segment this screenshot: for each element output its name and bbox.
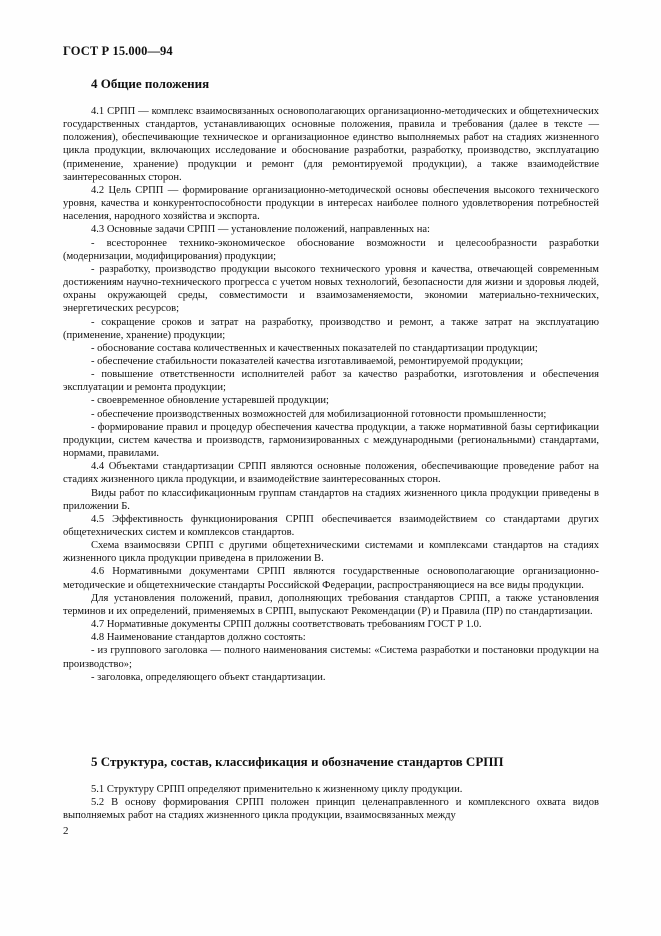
paragraph: 4.5 Эффективность функционирования СРПП обеспечивается взаимодействием со стандартами других общетехнических систем и комплексов стандартов.: [63, 513, 599, 538]
paragraph: Схема взаимосвязи СРПП с другими общетехническими системами и комплексами стандартов на стадиях жизненного цикла продукции приведена в приложении В.: [63, 540, 599, 565]
section-4-body: [63, 105, 599, 684]
paragraph: - разработку, производство продукции высокого технического уровня и качества, отвечающей современным достижениям научно-технического прогресса с учетом новых технологий, безопасности для жизни и здоровья людей, охраны окружающей среды, совместимости и взаимозаменяемости, экономии материально-технических, энергетических ресурсов;: [63, 263, 599, 315]
paragraph: - заголовка, определяющего объект стандартизации.: [91, 671, 326, 683]
section-5-body: [63, 783, 599, 822]
paragraph: 4.4 Объектами стандартизации СРПП являются основные положения, обеспечивающие проведение работ на стадиях жизненного цикла продукции, и взаимодействие заинтересованных сторон.: [63, 461, 599, 486]
paragraph: - обеспечение производственных возможностей для мобилизационной готовности промышленности;: [91, 408, 547, 420]
paragraph: - сокращение сроков и затрат на разработку, производство и ремонт, а также затрат на эксплуатацию (применение, хранение) продукции;: [63, 316, 599, 341]
paragraph: 5.1 Структуру СРПП определяют применительно к жизненному циклу продукции.: [91, 784, 463, 795]
section-4-title: 4 Общие положения: [91, 76, 210, 91]
paragraph: Для установления положений, правил, дополняющих требования стандартов СРПП, а также установления терминов и их определений, применяемых в СРПП, выпускают Рекомендации (Р) и Правила (ПР) по стандартизации.: [63, 592, 599, 617]
paragraph: - своевременное обновление устаревшей продукции;: [91, 395, 329, 407]
document-header: ГОСТ Р 15.000—94: [63, 44, 173, 58]
section-5: [63, 754, 599, 822]
paragraph: - из группового заголовка — полного наименования системы: «Система разработки и постановки продукции на производство»;: [63, 645, 599, 670]
paragraph: - формирование правил и процедур обеспечения качества продукции, а также нормативной базы сертификации продукции, систем качества и производств, гармонизированных с международными (региональными) стандартами, нормами, правилами.: [63, 421, 599, 460]
paragraph: 4.2 Цель СРПП — формирование организационно-методической основы обеспечения высокого технического уровня, качества и конкурентоспособности продукции в интересах наиболее полного удовлетворения потребностей населения, народного хозяйства и экспорта.: [63, 184, 599, 223]
paragraph: 4.1 СРПП — комплекс взаимосвязанных основополагающих организационно-методических и общетехнических государственных стандартов, устанавливающих основные положения, правила и требования (далее в тексте — положения), обеспечивающие техническое и организационное единство выполняемых работ на стадиях жизненного цикла продукции, включающих исследование и обоснование разработки, разработку, производство, эксплуатацию (применение, хранение) продукции и ремонт (для ремонтируемой продукции), а также взаимодействие заинтересованных сторон.: [63, 106, 599, 183]
paragraph: - всестороннее технико-экономическое обоснование возможности и целесообразности разработки (модернизации, модифицирования) продукции;: [63, 237, 599, 262]
paragraph: 4.3 Основные задачи СРПП — установление положений, направленных на:: [91, 224, 430, 236]
paragraph: 4.8 Наименование стандартов должно состоять:: [91, 632, 306, 644]
paragraph: - обеспечение стабильности показателей качества изготавливаемой, ремонтируемой продукции;: [91, 355, 524, 367]
paragraph: - повышение ответственности исполнителей работ за качество разработки, изготовления и обеспечения эксплуатации и ремонта продукции;: [63, 369, 599, 394]
paragraph: 5.2 В основу формирования СРПП положен принцип целенаправленного и комплексного охвата видов выполняемых работ на стадиях жизненного цикла продукции, взаимосвязанных между: [63, 797, 599, 822]
page-number: 2: [63, 825, 69, 837]
section-4: [63, 76, 599, 684]
paragraph: - обоснование состава количественных и качественных показателей по стандартизации продукции;: [91, 342, 538, 354]
paragraph: 4.7 Нормативные документы СРПП должны соответствовать требованиям ГОСТ Р 1.0.: [91, 619, 482, 631]
paragraph: Виды работ по классификационным группам стандартов на стадиях жизненного цикла продукции приведены в приложении Б.: [63, 487, 599, 512]
section-5-title: 5 Структура, состав, классификация и обозначение стандартов СРПП: [91, 754, 504, 769]
paragraph: 4.6 Нормативными документами СРПП являются государственные основополагающие организационно-методические и общетехнические стандарты Российской Федерации, распространяющиеся на все виды продукции.: [63, 566, 599, 591]
